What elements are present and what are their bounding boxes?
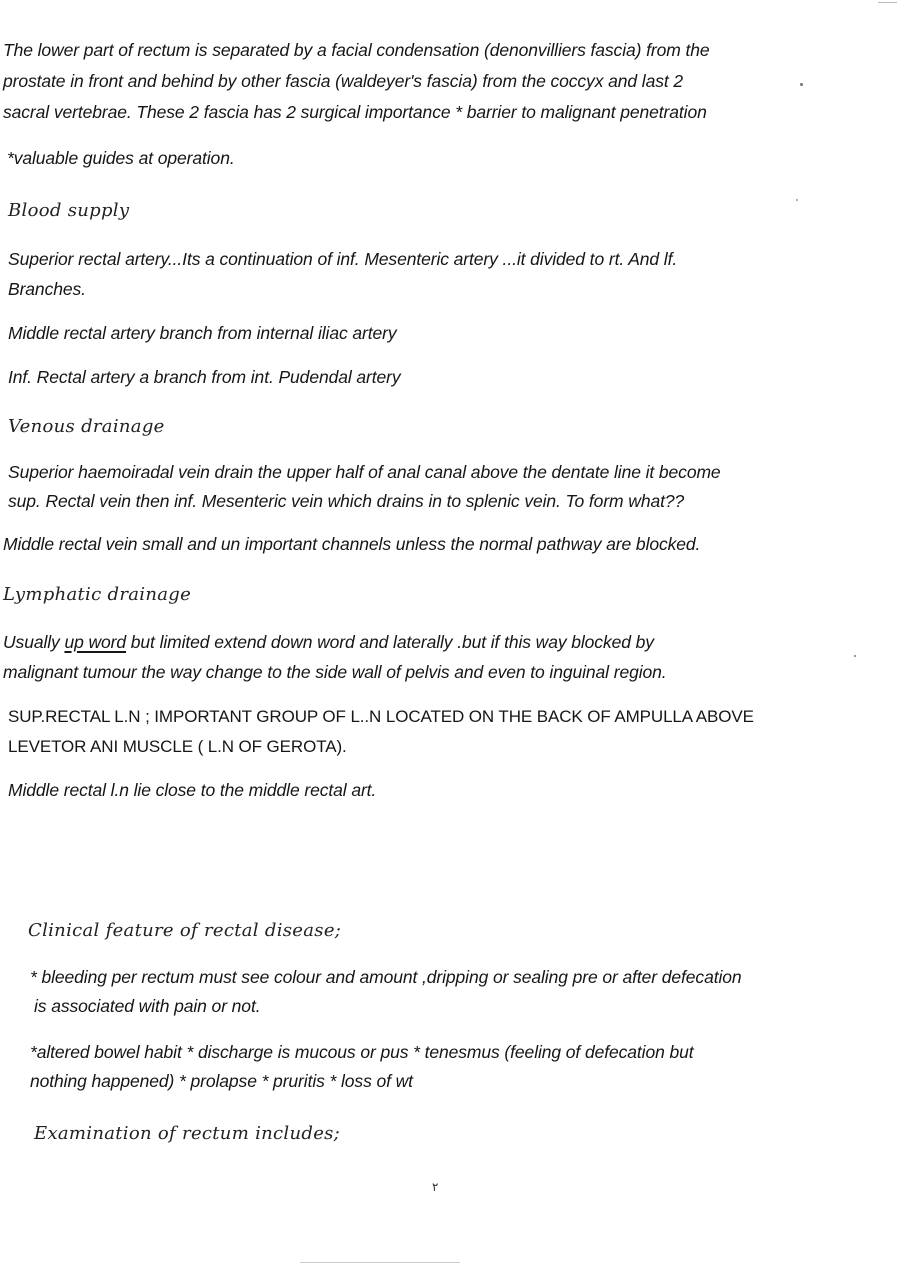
inferior-rectal-artery: Inf. Rectal artery a branch from int. Pudendal artery — [8, 367, 401, 387]
scan-smudge — [878, 2, 897, 3]
middle-rectal-ln: Middle rectal l.n lie close to the middle rectal art. — [8, 780, 377, 800]
superior-vein-line-1: Superior haemoiradal vein drain the upper half of anal canal above the dentate line it become — [8, 462, 721, 482]
superior-vein-line-2: sup. Rectal vein then inf. Mesenteric vein which drains in to splenic vein. To form what?? — [8, 491, 685, 511]
superior-rectal-artery-line-1: Superior rectal artery...Its a continuation of inf. Mesenteric artery ...it divided to rt. And lf. — [8, 249, 678, 269]
clinical-feature-heading: Clinical feature of rectal disease; — [28, 920, 342, 941]
scan-speck — [854, 655, 856, 657]
symptoms-line-2: nothing happened) * prolapse * pruritis * loss of wt — [30, 1071, 413, 1091]
venous-drainage-heading: Venous drainage — [8, 416, 165, 437]
scan-speck — [800, 83, 803, 86]
symptoms-line-1: *altered bowel habit * discharge is mucous or pus * tenesmus (feeling of defecation but — [30, 1042, 694, 1062]
underlined-up-word: up word — [64, 632, 127, 652]
lymphatic-line-1-start: Usually — [3, 632, 65, 652]
lymphatic-line-2: malignant tumour the way change to the side wall of pelvis and even to inguinal region. — [3, 662, 667, 682]
blood-supply-heading: Blood supply — [8, 200, 130, 221]
sup-rectal-ln-line-1: SUP.RECTAL L.N ; IMPORTANT GROUP OF L..N LOCATED ON THE BACK OF AMPULLA ABOVE — [8, 707, 754, 726]
bleeding-line-2: is associated with pain or not. — [34, 996, 261, 1016]
scan-speck — [796, 199, 798, 201]
intro-line-2: prostate in front and behind by other fascia (waldeyer's fascia) from the coccyx and last 2 — [3, 71, 684, 91]
lymphatic-line-1-end: but limited extend down word and laterally .but if this way blocked by — [126, 632, 654, 652]
scan-smudge — [300, 1262, 460, 1263]
intro-line-3: sacral vertebrae. These 2 fascia has 2 surgical importance * barrier to malignant penetration — [3, 102, 707, 122]
intro-line-1: The lower part of rectum is separated by a facial condensation (denonvilliers fascia) from the — [3, 40, 710, 60]
sup-rectal-ln-line-2: LEVETOR ANI MUSCLE ( L.N OF GEROTA). — [8, 737, 347, 756]
middle-rectal-artery: Middle rectal artery branch from internal iliac artery — [8, 323, 397, 343]
lymphatic-line-1 — [3, 632, 654, 653]
page-number: ٢ — [432, 1180, 439, 1194]
bleeding-line-1: * bleeding per rectum must see colour and amount ,dripping or sealing pre or after defecation — [30, 967, 742, 987]
middle-rectal-vein: Middle rectal vein small and un important channels unless the normal pathway are blocked. — [3, 534, 701, 554]
intro-line-4: *valuable guides at operation. — [7, 148, 235, 168]
superior-rectal-artery-line-2: Branches. — [8, 279, 86, 299]
examination-heading: Examination of rectum includes; — [34, 1123, 341, 1144]
lymphatic-drainage-heading: Lymphatic drainage — [3, 584, 192, 605]
